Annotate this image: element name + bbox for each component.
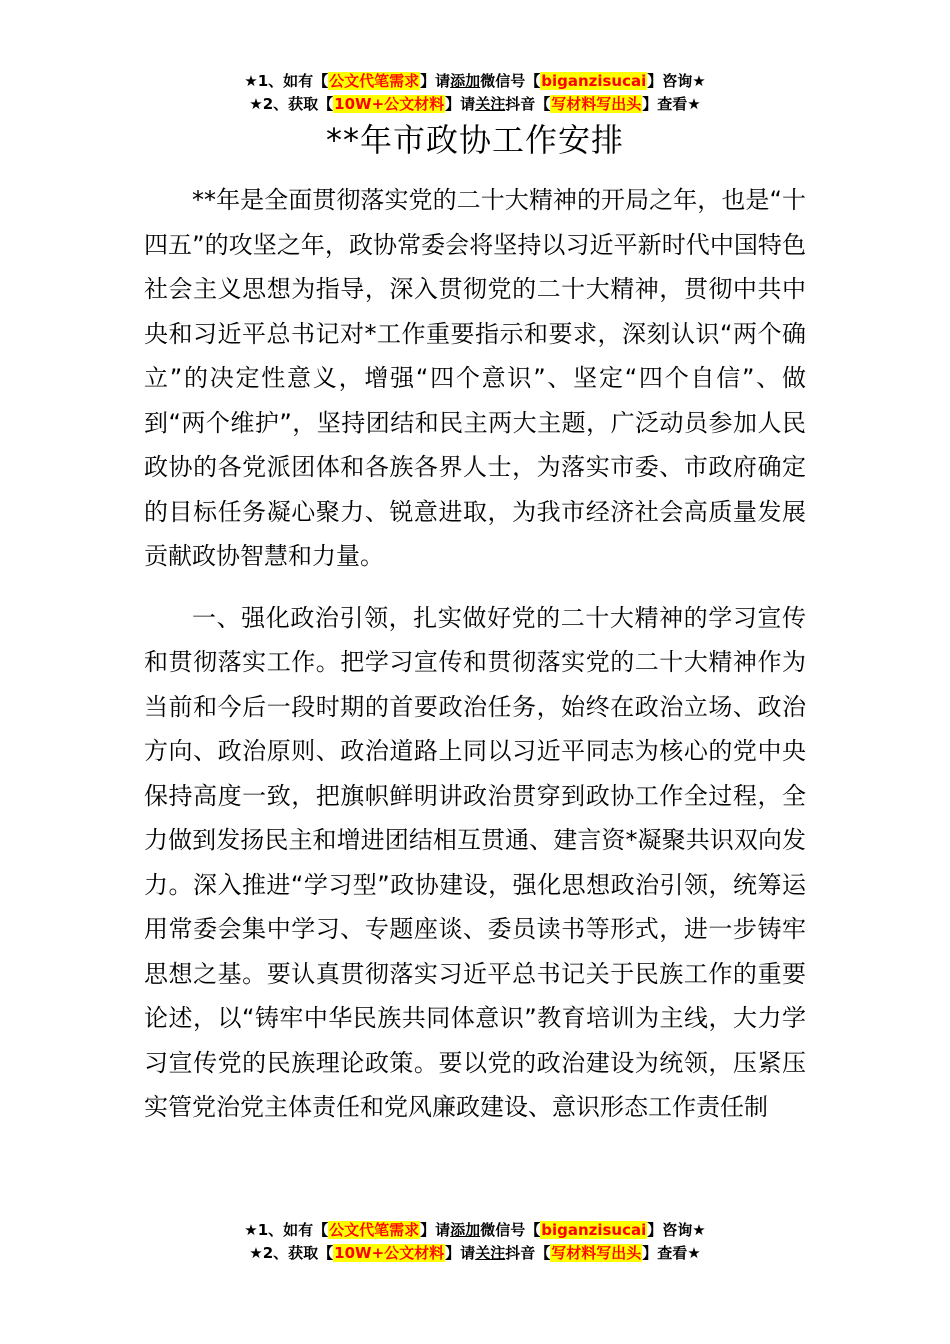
banner-line-1 [0, 70, 950, 93]
banner-text: 】请 [420, 1221, 451, 1239]
star-icon: ★ [249, 1244, 263, 1262]
highlight-wechat-id: biganzisucai [541, 72, 647, 90]
paragraph-intro: **年是全面贯彻落实党的二十大精神的开局之年，也是“十四五”的攻坚之年，政协常委会将坚持以习近平新时代中国特色社会主义思想为指导，深入贯彻党的二十大精神，贯彻中共中央和习近平总书记对*工作重要指示和要求，深刻认识“两个确立”的决定性意义，增强“四个意识”、坚定“四个自信”、做到“两个维护”，坚持团结和民主两大主题，广泛动员参加人民政协的各党派团体和各族各界人士，为落实市委、市政府确定的目标任务凝心聚力、锐意进取，为我市经济社会高质量发展贡献政协智慧和力量。 [144, 186, 806, 570]
banner-text: 抖音【 [505, 1244, 551, 1262]
banner-text: 】查看 [642, 1244, 688, 1262]
banner-text: 】请 [420, 72, 451, 90]
banner-text: 1、如有【 [257, 1221, 329, 1239]
star-icon: ★ [244, 1221, 258, 1239]
highlight-service: 公文代笔需求 [329, 1221, 420, 1239]
banner-emphasis: 关注 [475, 95, 506, 113]
banner-text: 】查看 [642, 95, 688, 113]
banner-emphasis: 关注 [475, 1244, 506, 1262]
document-body [144, 178, 806, 1130]
banner-line-2 [0, 93, 950, 116]
star-icon: ★ [244, 72, 258, 90]
header-banner [0, 70, 950, 116]
highlight-douyin-account: 写材料写出头 [551, 95, 642, 113]
banner-emphasis: 添加 [450, 1221, 481, 1239]
banner-text: 】请 [445, 95, 476, 113]
banner-text: 】咨询 [647, 1221, 693, 1239]
banner-text: 微信号【 [480, 72, 541, 90]
banner-emphasis: 添加 [450, 72, 481, 90]
highlight-douyin-account: 写材料写出头 [551, 1244, 642, 1262]
star-icon: ★ [692, 72, 706, 90]
star-icon: ★ [249, 95, 263, 113]
star-icon: ★ [692, 1221, 706, 1239]
highlight-service: 公文代笔需求 [329, 72, 420, 90]
highlight-wechat-id: biganzisucai [541, 1221, 647, 1239]
banner-text: 微信号【 [480, 1221, 541, 1239]
banner-line-1 [0, 1219, 950, 1242]
banner-text: 】请 [445, 1244, 476, 1262]
paragraph-section-1: 一、强化政治引领，扎实做好党的二十大精神的学习宣传和贯彻落实工作。把学习宣传和贯彻落实党的二十大精神作为当前和今后一段时期的首要政治任务，始终在政治立场、政治方向、政治原则、政治道路上同以习近平同志为核心的党中央保持高度一致，把旗帜鲜明讲政治贯穿到政协工作全过程，全力做到发扬民主和增进团结相互贯通、建言资*凝聚共识双向发力。深入推进“学习型”政协建设，强化思想政治引领，统筹运用常委会集中学习、专题座谈、委员读书等形式，进一步铸牢思想之基。要认真贯彻落实习近平总书记关于民族工作的重要论述，以“铸牢中华民族共同体意识”教育培训为主线，大力学习宣传党的民族理论政策。要以党的政治建设为统领，压紧压实管党治党主体责任和党风廉政建设、意识形态工作责任制 [144, 603, 806, 1121]
banner-line-2 [0, 1242, 950, 1265]
highlight-materials: 10W+公文材料 [334, 1244, 445, 1262]
banner-text: 抖音【 [505, 95, 551, 113]
banner-text: 2、获取【 [262, 95, 334, 113]
star-icon: ★ [687, 95, 701, 113]
banner-text: 】咨询 [647, 72, 693, 90]
banner-text: 1、如有【 [257, 72, 329, 90]
document-title: **年市政协工作安排 [325, 121, 624, 159]
star-icon: ★ [687, 1244, 701, 1262]
footer-banner [0, 1219, 950, 1265]
banner-text: 2、获取【 [262, 1244, 334, 1262]
highlight-materials: 10W+公文材料 [334, 95, 445, 113]
